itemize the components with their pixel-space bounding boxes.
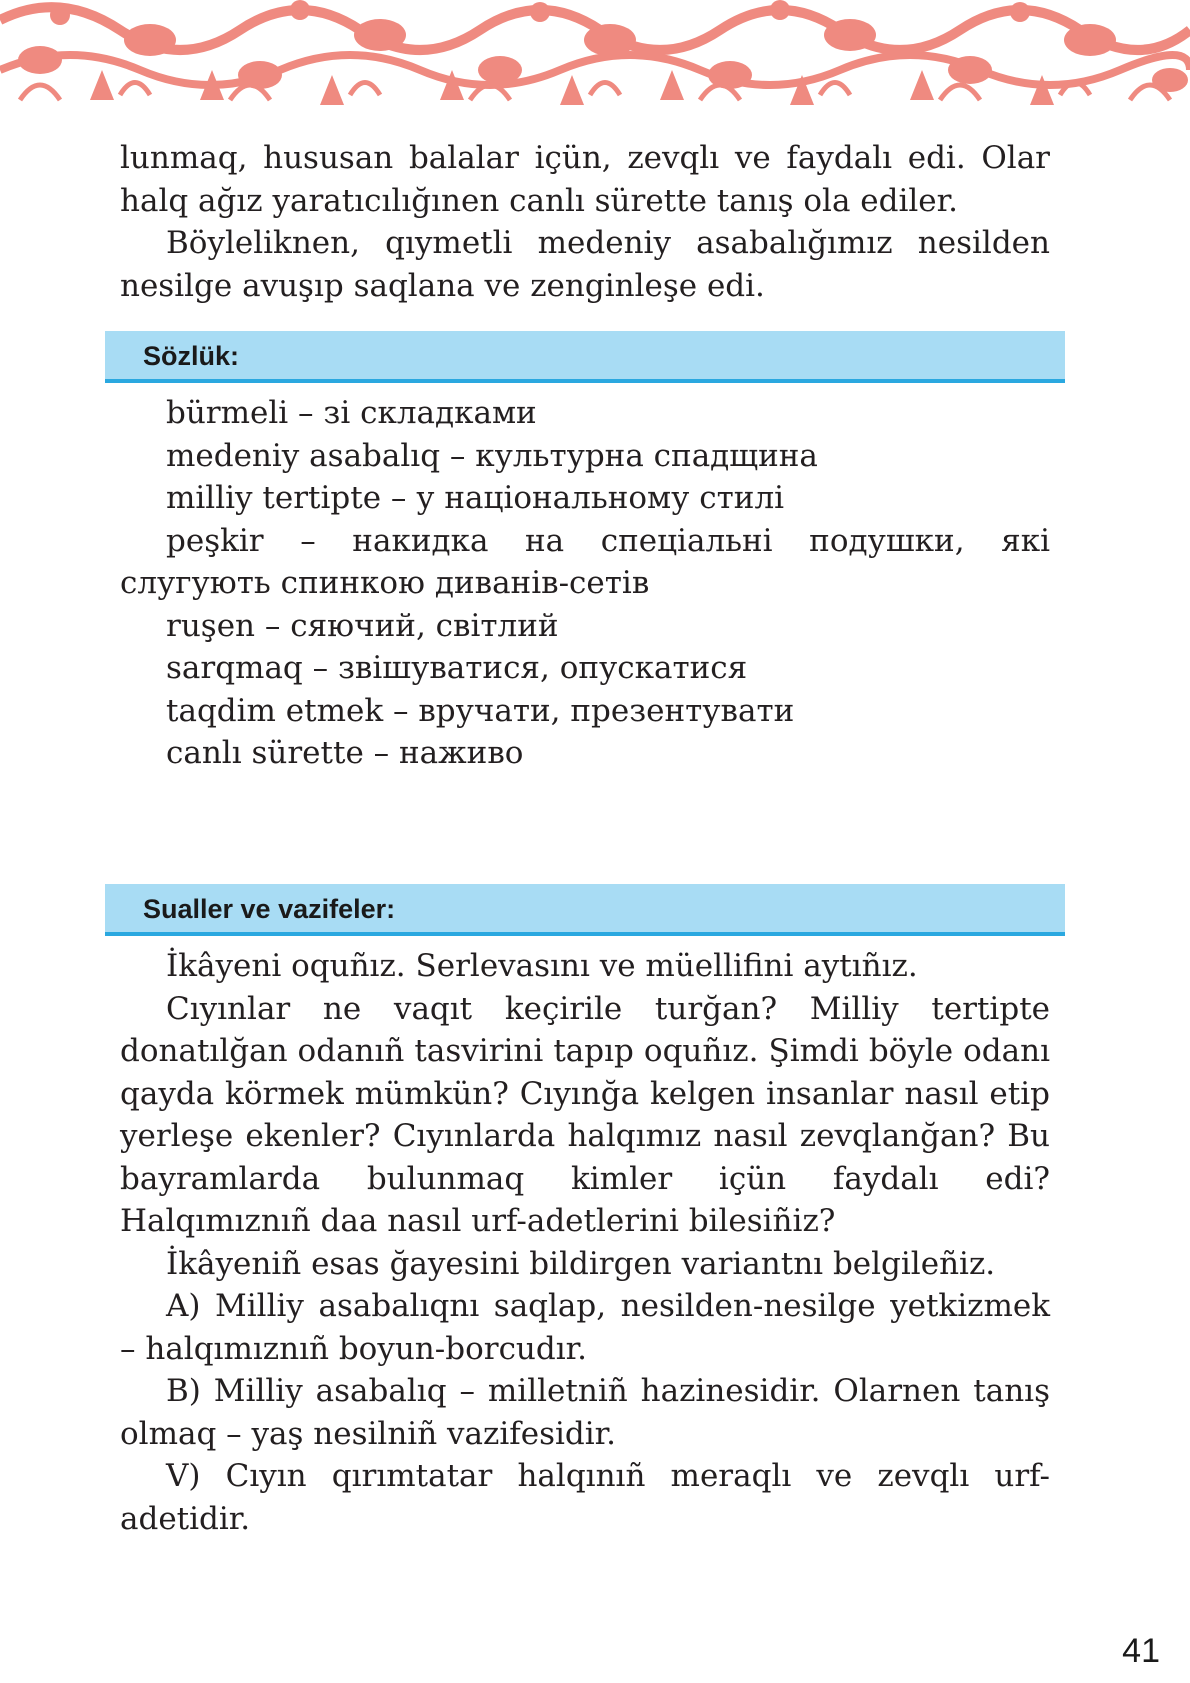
vocabulary-list: [120, 392, 1050, 775]
answer-option-a: A) Milliy asabalıqnı saqlap, nesilden-nesilge yetkizmek – halqımıznıñ boyun-borcudır.: [120, 1288, 1050, 1367]
task-paragraph: Cıyınlar ne vaqıt keçirile turğan? Milliy tertipte donatılğan odanıñ tasvirini tapıp oquñız. Şimdi böyle odanı qayda körmek mümkün? Cıyınğa kelgen insanlar nasıl etip yerleşe ekenler? Cıyınlarda halqımız nasıl zevqlanğan? Bu bayramlarda bulunmaq kimler içün faydalı edi? Halqımıznıñ daa nasıl urf-adetlerini bilesiñiz?: [120, 990, 1050, 1239]
intro-text: [120, 137, 1050, 307]
vocabulary-entry: peşkir – накидка на спеціальні подушки, які слугують спинкою диванів-сетів: [120, 522, 1050, 601]
vocabulary-entry: ruşen – сяючий, світлий: [166, 607, 559, 644]
vocabulary-title: Sözlük:: [143, 341, 240, 371]
task-paragraph: İkâyeni oquñız. Serlevasını ve müellifini aytıñız.: [166, 948, 918, 984]
task-paragraph: İkâyeniñ esas ğayesini bildirgen variantnı belgileñiz.: [166, 1245, 996, 1282]
answer-option-v: V) Cıyın qırımtatar halqınıñ meraqlı ve zevqlı urf-adetidir.: [120, 1458, 1050, 1537]
intro-paragraph-2: Böyleliknen, qıymetli medeniy asabalığımız nesilden nesilge avuşıp saqlana ve zenginleşe edi.: [120, 225, 1050, 304]
vocabulary-header: [105, 331, 1065, 383]
floral-ornament-border: [0, 0, 1190, 112]
tasks-text: [120, 945, 1050, 1540]
intro-paragraph-1: lunmaq, hususan balalar içün, zevqlı ve faydalı edi. Olar halq ağız yaratıcılığınen canlı sürette tanış ola ediler.: [120, 140, 1050, 219]
vocabulary-entry: milliy tertipte – у національному стилі: [166, 480, 785, 516]
vocabulary-entry: medeniy asabalıq – культурна спадщина: [166, 437, 818, 474]
tasks-header: [105, 884, 1065, 936]
vocabulary-entry: bürmeli – зі складками: [166, 395, 537, 431]
vocabulary-entry: taqdim etmek – вручати, презентувати: [166, 692, 795, 729]
vocabulary-entry: sarqmaq – звішуватися, опускатися: [166, 650, 748, 686]
vocabulary-entry: canlı sürette – наживо: [166, 735, 524, 771]
answer-option-b: B) Milliy asabalıq – milletniñ hazinesidir. Olarnen tanış olmaq – yaş nesilniñ vazifesidir.: [120, 1373, 1050, 1452]
tasks-title: Sualler ve vazifeler:: [143, 894, 396, 924]
page-number: 41: [1122, 1632, 1160, 1670]
